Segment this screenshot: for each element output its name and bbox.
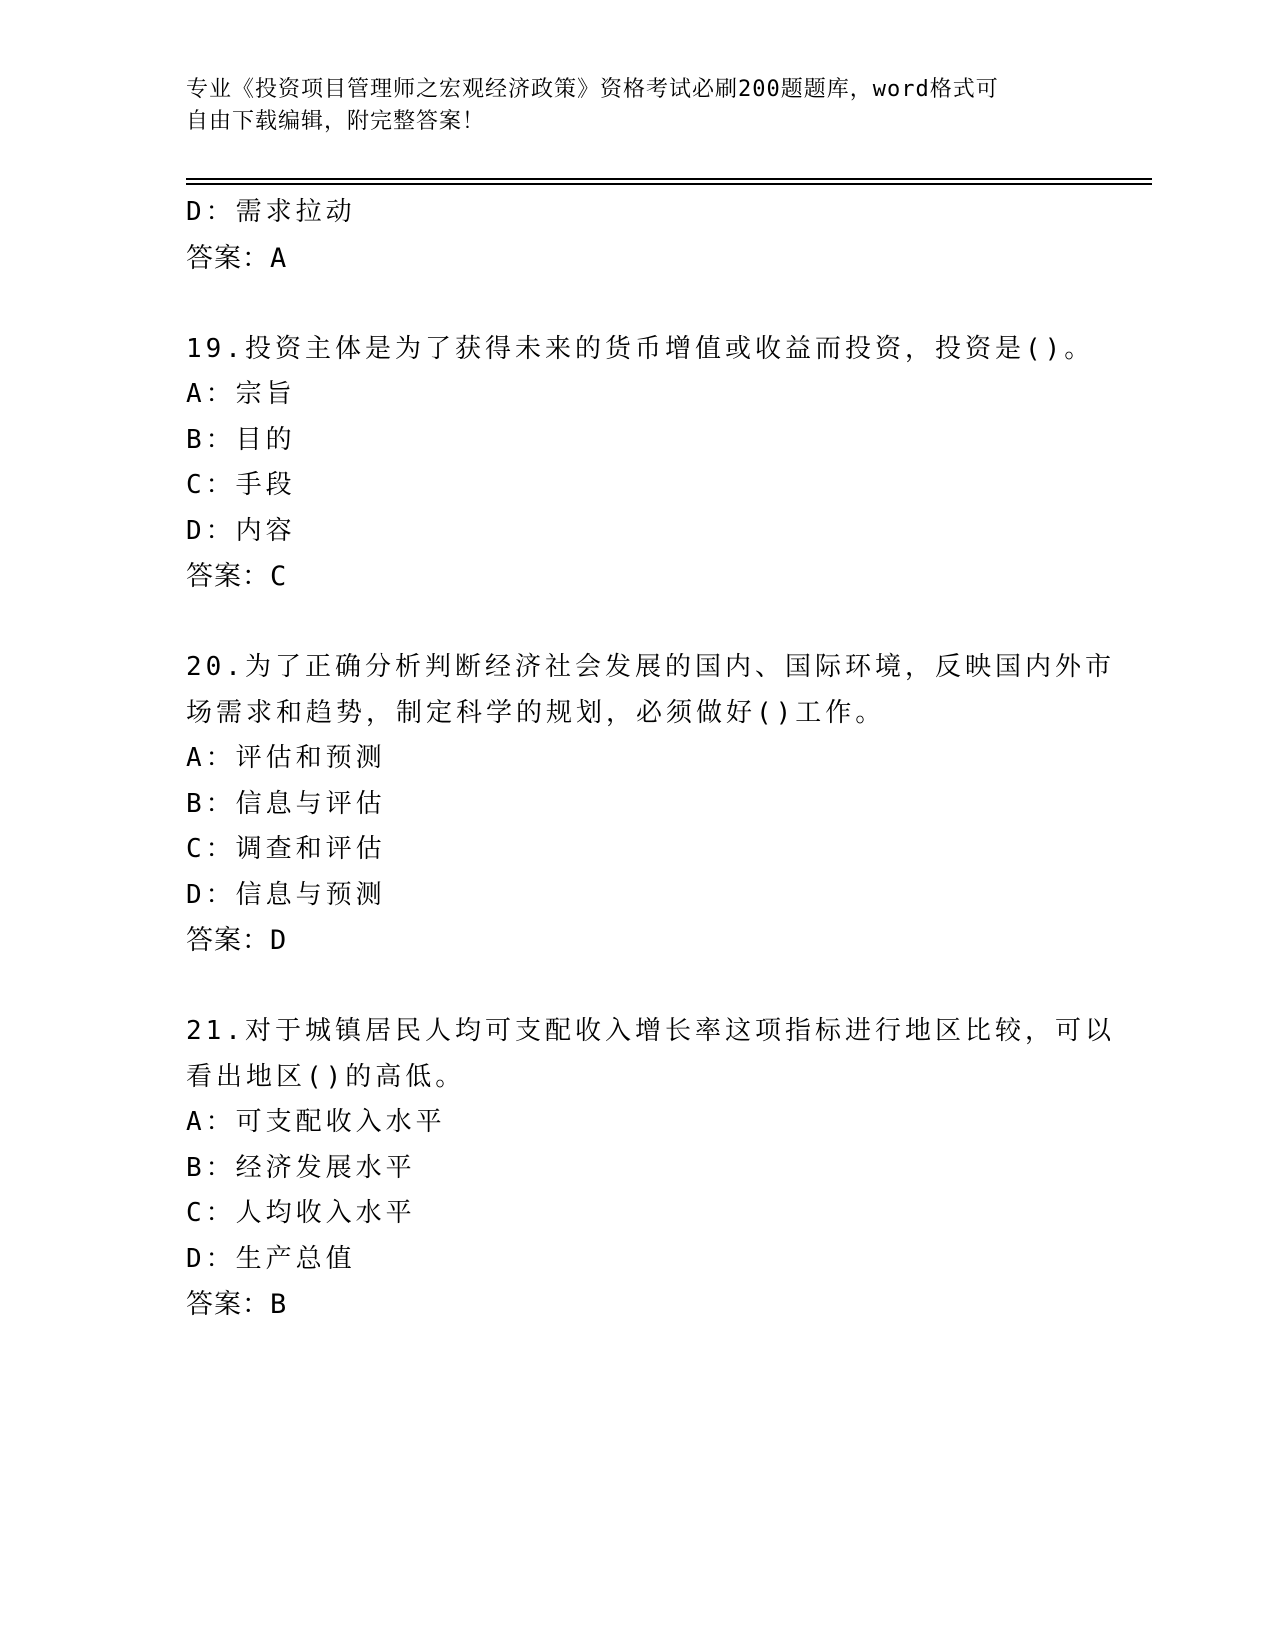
question-stem-line: 看出地区()的高低。 (186, 1061, 466, 1092)
question-stem-line: 19.投资主体是为了获得未来的货币增值或收益而投资，投资是()。 (186, 333, 1095, 364)
question-list (186, 190, 1115, 1328)
option-a: A：评估和预测 (186, 743, 386, 773)
option-b: B：目的 (186, 424, 296, 455)
answer-value: C (270, 561, 288, 592)
option-d: D：需求拉动 (186, 197, 356, 227)
option-d: D：信息与预测 (186, 879, 386, 910)
question-19 (186, 327, 1095, 600)
header-rule-bottom (186, 183, 1152, 185)
answer-label: 答案： (186, 242, 270, 274)
answer-value: A (270, 242, 288, 274)
option-c: C：手段 (186, 470, 296, 500)
option-c: C：调查和评估 (186, 834, 386, 864)
option-b: B：经济发展水平 (186, 1152, 416, 1183)
option-a: A：宗旨 (186, 379, 296, 409)
option-c: C：人均收入水平 (186, 1198, 416, 1228)
answer-line (186, 554, 1086, 600)
header-line-2: 自由下载编辑，附完整答案！ (186, 109, 486, 134)
option-a: A：可支配收入水平 (186, 1107, 446, 1137)
question-stem-line: 场需求和趋势，制定科学的规划，必须做好()工作。 (186, 697, 886, 728)
answer-label: 答案： (186, 561, 270, 592)
question-21 (186, 1009, 1115, 1328)
question-stem-line: 21.对于城镇居民人均可支配收入增长率这项指标进行地区比较，可以 (186, 1016, 1115, 1046)
option-d: D：内容 (186, 515, 296, 546)
option-d: D：生产总值 (186, 1243, 356, 1274)
question-stem-line: 20.为了正确分析判断经济社会发展的国内、国际环境，反映国内外市 (186, 652, 1115, 682)
answer-line (186, 1282, 1086, 1328)
answer-value: D (270, 925, 288, 956)
document-header (186, 74, 1086, 138)
question-18-tail (186, 190, 1086, 281)
answer-label: 答案： (186, 1289, 270, 1320)
answer-label: 答案： (186, 925, 270, 956)
header-line-1: 专业《投资项目管理师之宏观经济政策》资格考试必刷200题题库，word格式可 (186, 77, 999, 102)
header-rule-top (186, 178, 1152, 180)
answer-line (186, 918, 1086, 964)
question-20 (186, 645, 1115, 964)
answer-line (186, 236, 1086, 282)
answer-value: B (270, 1289, 288, 1320)
option-b: B：信息与评估 (186, 788, 386, 819)
